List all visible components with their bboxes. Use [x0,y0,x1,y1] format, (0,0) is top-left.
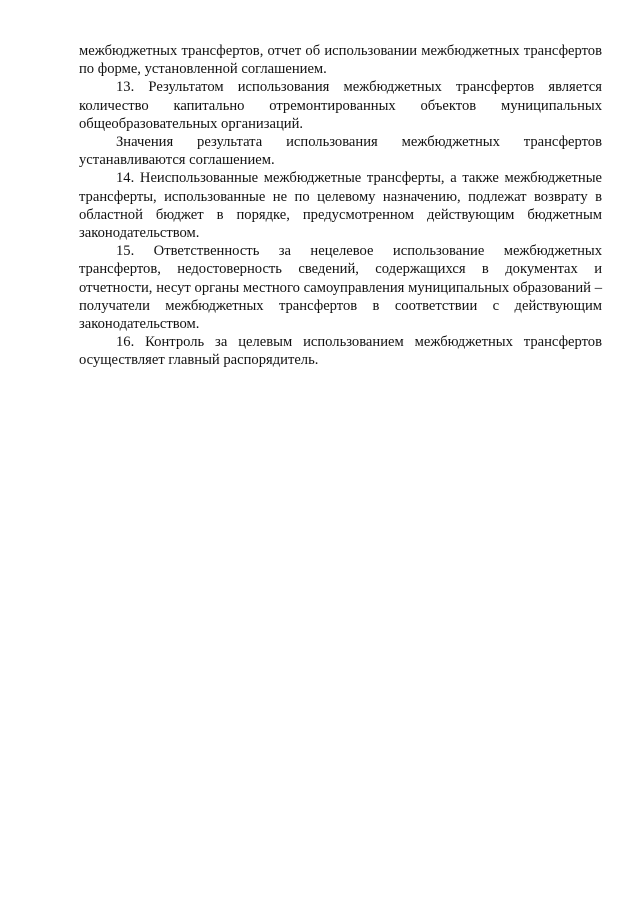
paragraph-15: 15. Ответственность за нецелевое использование межбюджетных трансфертов, недостоверность сведений, содержащихся в документах и отчетности, несут органы местного самоуправления муниципальных образований – получатели межбюджетных трансфертов в соответствии с действующим законодательством. [79,243,602,333]
paragraph-13-values: Значения результата использования межбюджетных трансфертов устанавливаются соглашением. [79,134,602,169]
paragraph-14: 14. Неиспользованные межбюджетные трансферты, а также межбюджетные трансферты, использованные не по целевому назначению, подлежат возврату в областной бюджет в порядке, предусмотренном действующим бюджетным законодательством. [79,170,602,242]
paragraph-13: 13. Результатом использования межбюджетных трансфертов является количество капитально отремонтированных объектов муниципальных общеобразовательных организаций. [79,79,602,132]
document-body [79,42,602,370]
paragraph-continuation: межбюджетных трансфертов, отчет об использовании межбюджетных трансфертов по форме, установленной соглашением. [79,43,602,78]
paragraph-16: 16. Контроль за целевым использованием межбюджетных трансфертов осуществляет главный распорядитель. [79,334,602,369]
